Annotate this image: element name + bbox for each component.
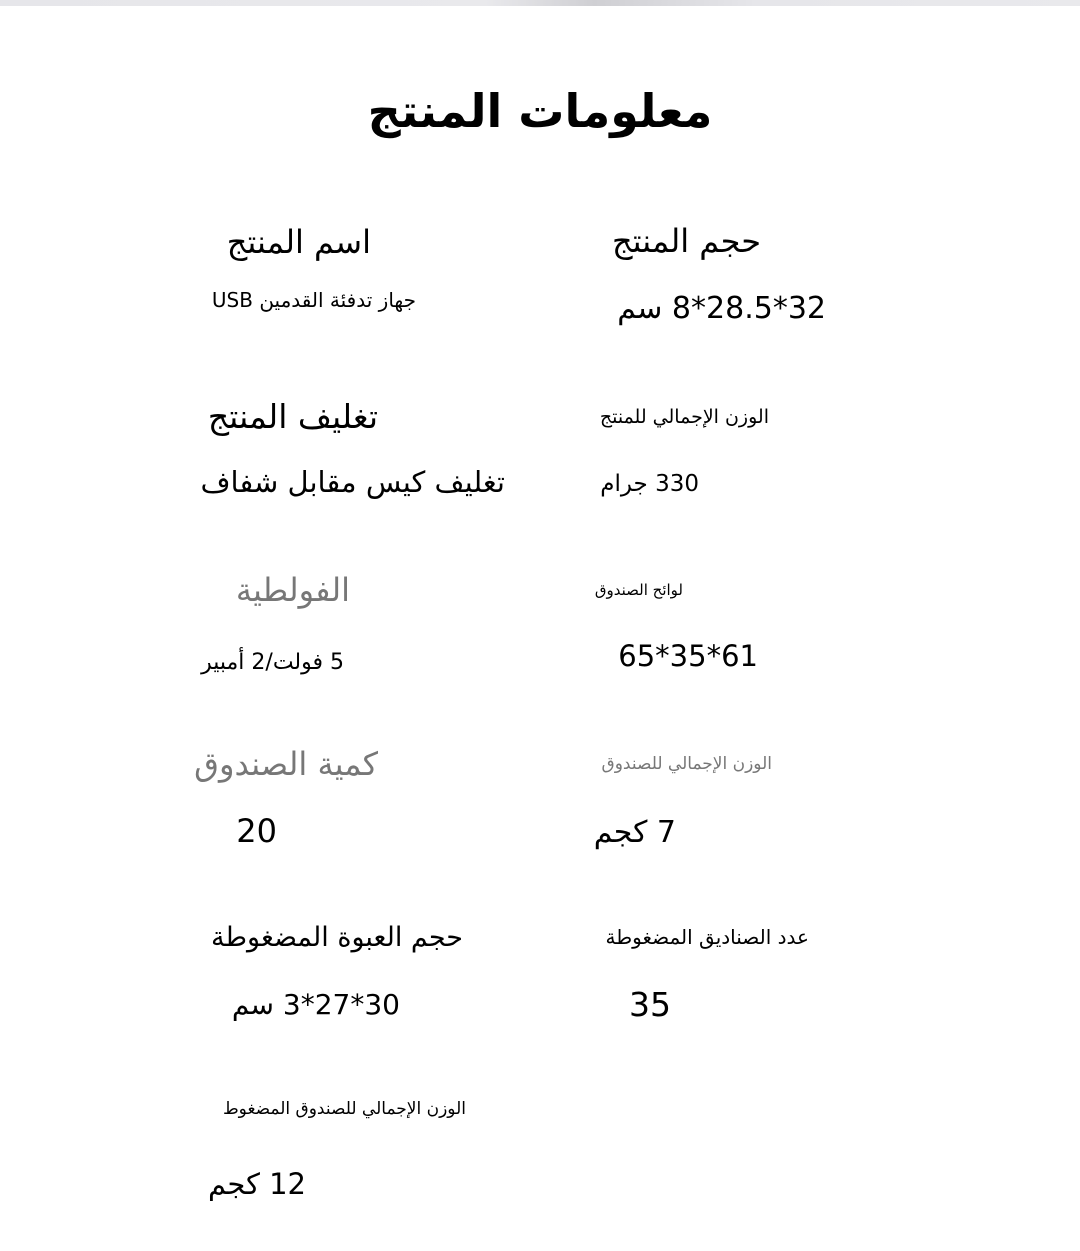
product-size-value: 32*28.5*8 سم — [617, 291, 826, 326]
product-name-label: اسم المنتج — [226, 223, 371, 261]
compressed-size-label: حجم العبوة المضغوطة — [211, 922, 463, 953]
voltage-value: 5 فولت/2 أمبير — [201, 650, 344, 675]
top-divider-strip — [0, 0, 1080, 6]
compressed-box-count-label: عدد الصناديق المضغوطة — [605, 925, 809, 949]
gross-weight-label: الوزن الإجمالي للمنتج — [599, 406, 769, 428]
compressed-size-value: 30*27*3 سم — [231, 988, 400, 1021]
product-name-value: جهاز تدفئة القدمين USB — [211, 288, 416, 312]
box-quantity-value: 20 — [236, 812, 277, 850]
gross-weight-value: 330 جرام — [600, 471, 699, 497]
box-specs-label: لوائح الصندوق — [594, 581, 683, 599]
page-title: معلومات المنتج — [367, 84, 713, 138]
box-gross-weight-value: 7 كجم — [593, 815, 676, 850]
compressed-box-weight-value: 12 كجم — [208, 1167, 306, 1201]
compressed-box-weight-label: الوزن الإجمالي للصندوق المضغوط — [222, 1099, 466, 1119]
box-specs-value: 65*35*61 — [618, 639, 758, 673]
box-gross-weight-label: الوزن الإجمالي للصندوق — [601, 754, 772, 774]
compressed-box-count-value: 35 — [629, 985, 671, 1024]
box-quantity-label: كمية الصندوق — [194, 745, 378, 783]
voltage-label: الفولطية — [235, 571, 350, 609]
packaging-label: تغليف المنتج — [207, 397, 378, 436]
product-size-label: حجم المنتج — [611, 222, 761, 260]
packaging-value: تغليف كيس مقابل شفاف — [200, 465, 505, 499]
